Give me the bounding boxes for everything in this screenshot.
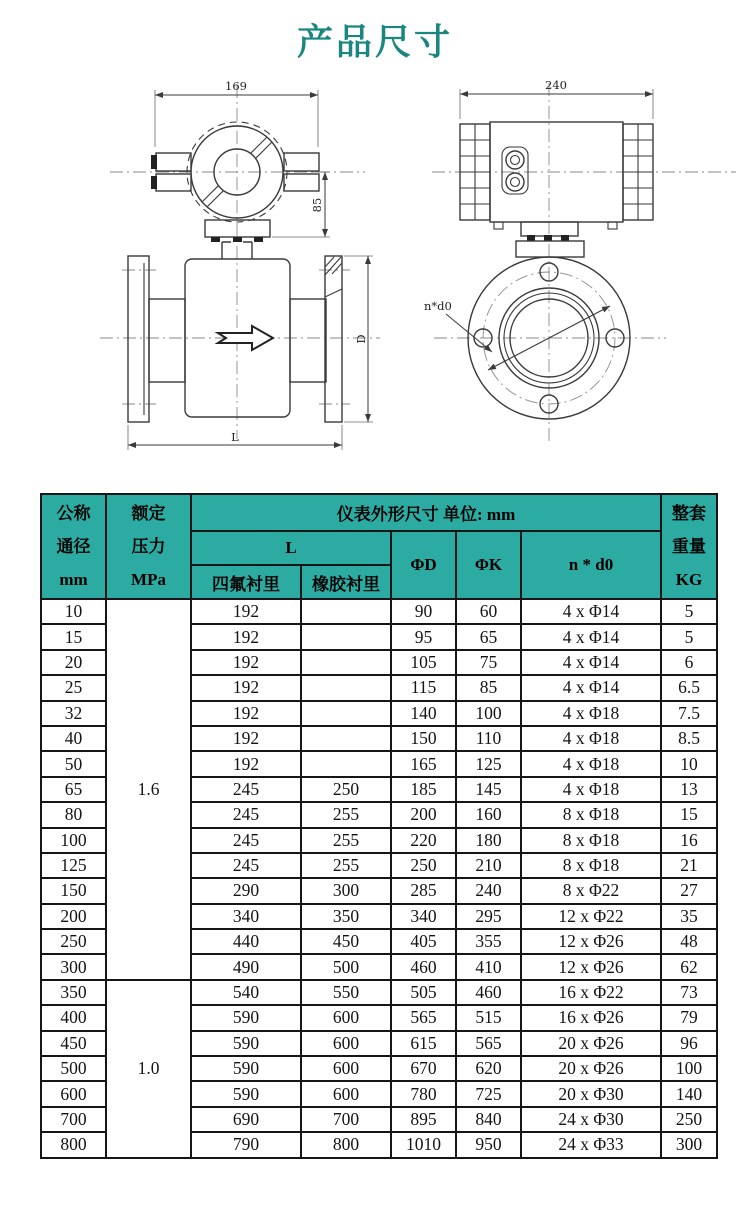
cell-l-ptfe: 192 xyxy=(191,675,301,700)
cell-nominal-diameter: 350 xyxy=(41,980,106,1005)
cell-phi-k: 60 xyxy=(456,599,521,624)
cell-l-rubber: 600 xyxy=(301,1031,391,1056)
cell-n-d0: 8 x Φ18 xyxy=(521,828,661,853)
header-phi-d: ΦD xyxy=(391,531,456,599)
cell-n-d0: 4 x Φ14 xyxy=(521,624,661,649)
cell-phi-d: 405 xyxy=(391,929,456,954)
cell-l-ptfe: 440 xyxy=(191,929,301,954)
cell-nominal-diameter: 450 xyxy=(41,1031,106,1056)
header-ptfe-lining: 四氟衬里 xyxy=(191,565,301,599)
cell-l-ptfe: 245 xyxy=(191,853,301,878)
cell-l-ptfe: 490 xyxy=(191,954,301,979)
cell-phi-d: 1010 xyxy=(391,1132,456,1157)
cell-weight: 6.5 xyxy=(661,675,717,700)
cell-n-d0: 20 x Φ26 xyxy=(521,1056,661,1081)
cell-weight: 73 xyxy=(661,980,717,1005)
cell-n-d0: 4 x Φ18 xyxy=(521,777,661,802)
header-phi-k: ΦK xyxy=(456,531,521,599)
cell-l-rubber xyxy=(301,726,391,751)
cell-nominal-diameter: 32 xyxy=(41,701,106,726)
cell-n-d0: 4 x Φ18 xyxy=(521,751,661,776)
dim-l-label: L xyxy=(231,430,239,444)
cell-l-ptfe: 790 xyxy=(191,1132,301,1157)
cell-n-d0: 20 x Φ30 xyxy=(521,1081,661,1106)
cell-phi-d: 460 xyxy=(391,954,456,979)
cell-l-ptfe: 540 xyxy=(191,980,301,1005)
dim-240-label: 240 xyxy=(545,78,567,92)
cell-l-rubber: 700 xyxy=(301,1107,391,1132)
cell-phi-k: 180 xyxy=(456,828,521,853)
header-line: 整套 xyxy=(672,504,707,523)
header-line: KG xyxy=(675,570,703,589)
cell-phi-k: 85 xyxy=(456,675,521,700)
cell-phi-k: 125 xyxy=(456,751,521,776)
cell-n-d0: 4 x Φ14 xyxy=(521,650,661,675)
cell-weight: 15 xyxy=(661,802,717,827)
cell-phi-d: 95 xyxy=(391,624,456,649)
cell-phi-k: 75 xyxy=(456,650,521,675)
header-nominal-diameter xyxy=(41,494,106,599)
cell-phi-k: 295 xyxy=(456,904,521,929)
cell-phi-k: 240 xyxy=(456,878,521,903)
cell-l-ptfe: 192 xyxy=(191,701,301,726)
cell-l-rubber: 250 xyxy=(301,777,391,802)
cell-phi-d: 670 xyxy=(391,1056,456,1081)
header-line: MPa xyxy=(131,570,166,589)
cell-phi-d: 505 xyxy=(391,980,456,1005)
cell-phi-k: 145 xyxy=(456,777,521,802)
cell-l-rubber: 550 xyxy=(301,980,391,1005)
cell-nominal-diameter: 500 xyxy=(41,1056,106,1081)
table-row xyxy=(41,980,717,1005)
cell-l-ptfe: 192 xyxy=(191,599,301,624)
cell-n-d0: 4 x Φ14 xyxy=(521,599,661,624)
cell-phi-d: 565 xyxy=(391,1005,456,1030)
cell-phi-k: 515 xyxy=(456,1005,521,1030)
cell-phi-k: 460 xyxy=(456,980,521,1005)
cell-nominal-diameter: 200 xyxy=(41,904,106,929)
cell-nominal-diameter: 150 xyxy=(41,878,106,903)
cell-l-rubber: 255 xyxy=(301,802,391,827)
product-drawings xyxy=(0,77,750,485)
cell-n-d0: 4 x Φ18 xyxy=(521,701,661,726)
cell-phi-d: 150 xyxy=(391,726,456,751)
cell-nominal-diameter: 40 xyxy=(41,726,106,751)
cell-weight: 8.5 xyxy=(661,726,717,751)
cell-weight: 5 xyxy=(661,599,717,624)
cell-l-rubber: 300 xyxy=(301,878,391,903)
cell-l-rubber xyxy=(301,624,391,649)
cell-l-ptfe: 590 xyxy=(191,1005,301,1030)
header-n-d0: n * d0 xyxy=(521,531,661,599)
cell-phi-d: 165 xyxy=(391,751,456,776)
table-row xyxy=(41,599,717,624)
cell-nominal-diameter: 25 xyxy=(41,675,106,700)
cell-rated-pressure: 1.0 xyxy=(106,980,191,1158)
cell-nominal-diameter: 125 xyxy=(41,853,106,878)
flowmeter-side-view-drawing xyxy=(80,77,420,485)
cell-weight: 27 xyxy=(661,878,717,903)
flowmeter-front-view-drawing xyxy=(418,77,750,485)
cell-phi-k: 620 xyxy=(456,1056,521,1081)
cell-l-rubber xyxy=(301,701,391,726)
cell-phi-d: 200 xyxy=(391,802,456,827)
cell-l-rubber xyxy=(301,650,391,675)
cell-n-d0: 16 x Φ26 xyxy=(521,1005,661,1030)
cell-l-ptfe: 192 xyxy=(191,650,301,675)
cell-l-ptfe: 590 xyxy=(191,1056,301,1081)
page-title: 产品尺寸 xyxy=(296,22,453,63)
cell-l-rubber: 600 xyxy=(301,1056,391,1081)
cell-phi-d: 90 xyxy=(391,599,456,624)
cell-nominal-diameter: 80 xyxy=(41,802,106,827)
header-line: 重量 xyxy=(672,537,707,556)
cell-nominal-diameter: 800 xyxy=(41,1132,106,1157)
cell-l-ptfe: 245 xyxy=(191,777,301,802)
cell-weight: 16 xyxy=(661,828,717,853)
cell-nominal-diameter: 15 xyxy=(41,624,106,649)
cell-l-rubber: 255 xyxy=(301,853,391,878)
cell-phi-k: 725 xyxy=(456,1081,521,1106)
cell-nominal-diameter: 600 xyxy=(41,1081,106,1106)
header-length: L xyxy=(191,531,391,565)
header-line: 通径 xyxy=(56,537,91,556)
cell-n-d0: 12 x Φ26 xyxy=(521,929,661,954)
cell-phi-d: 220 xyxy=(391,828,456,853)
cell-phi-k: 565 xyxy=(456,1031,521,1056)
cell-l-ptfe: 192 xyxy=(191,726,301,751)
cell-phi-k: 160 xyxy=(456,802,521,827)
cell-phi-k: 100 xyxy=(456,701,521,726)
cell-l-rubber: 500 xyxy=(301,954,391,979)
cell-phi-d: 780 xyxy=(391,1081,456,1106)
cell-weight: 48 xyxy=(661,929,717,954)
cell-weight: 250 xyxy=(661,1107,717,1132)
dim-d-label: D xyxy=(354,334,368,344)
cell-phi-d: 615 xyxy=(391,1031,456,1056)
header-line: mm xyxy=(59,570,88,589)
cell-n-d0: 20 x Φ26 xyxy=(521,1031,661,1056)
cell-nominal-diameter: 250 xyxy=(41,929,106,954)
cell-l-ptfe: 340 xyxy=(191,904,301,929)
cell-phi-k: 950 xyxy=(456,1132,521,1157)
cell-phi-d: 895 xyxy=(391,1107,456,1132)
cell-phi-d: 285 xyxy=(391,878,456,903)
cell-l-rubber: 450 xyxy=(301,929,391,954)
cell-phi-k: 65 xyxy=(456,624,521,649)
cell-nominal-diameter: 300 xyxy=(41,954,106,979)
cell-phi-k: 410 xyxy=(456,954,521,979)
spec-table-header xyxy=(41,494,717,599)
spec-table-body xyxy=(41,599,717,1158)
cell-n-d0: 8 x Φ18 xyxy=(521,802,661,827)
cell-n-d0: 8 x Φ22 xyxy=(521,878,661,903)
cell-rated-pressure: 1.6 xyxy=(106,599,191,980)
cell-l-ptfe: 245 xyxy=(191,828,301,853)
cell-weight: 13 xyxy=(661,777,717,802)
cell-weight: 62 xyxy=(661,954,717,979)
header-line: 公称 xyxy=(56,504,91,523)
cell-l-rubber: 600 xyxy=(301,1081,391,1106)
cell-l-rubber: 350 xyxy=(301,904,391,929)
cell-phi-d: 250 xyxy=(391,853,456,878)
cell-nominal-diameter: 20 xyxy=(41,650,106,675)
cell-l-rubber xyxy=(301,751,391,776)
cell-n-d0: 8 x Φ18 xyxy=(521,853,661,878)
cell-nominal-diameter: 100 xyxy=(41,828,106,853)
cell-weight: 96 xyxy=(661,1031,717,1056)
cell-n-d0: 12 x Φ22 xyxy=(521,904,661,929)
cell-l-ptfe: 192 xyxy=(191,751,301,776)
cell-n-d0: 16 x Φ22 xyxy=(521,980,661,1005)
cell-nominal-diameter: 10 xyxy=(41,599,106,624)
cell-phi-d: 115 xyxy=(391,675,456,700)
cell-nominal-diameter: 400 xyxy=(41,1005,106,1030)
cell-weight: 140 xyxy=(661,1081,717,1106)
cell-weight: 10 xyxy=(661,751,717,776)
cell-n-d0: 12 x Φ26 xyxy=(521,954,661,979)
cell-l-ptfe: 245 xyxy=(191,802,301,827)
cell-l-ptfe: 590 xyxy=(191,1081,301,1106)
cell-phi-d: 185 xyxy=(391,777,456,802)
cell-phi-k: 210 xyxy=(456,853,521,878)
cell-l-rubber: 800 xyxy=(301,1132,391,1157)
cell-phi-k: 840 xyxy=(456,1107,521,1132)
dim-169-label: 169 xyxy=(225,79,247,93)
cell-phi-d: 340 xyxy=(391,904,456,929)
cell-nominal-diameter: 50 xyxy=(41,751,106,776)
dim-85-label: 85 xyxy=(310,197,324,213)
cell-l-ptfe: 192 xyxy=(191,624,301,649)
cell-phi-d: 140 xyxy=(391,701,456,726)
cell-phi-k: 355 xyxy=(456,929,521,954)
cell-l-ptfe: 590 xyxy=(191,1031,301,1056)
header-rubber-lining: 橡胶衬里 xyxy=(301,565,391,599)
cell-l-rubber: 255 xyxy=(301,828,391,853)
cell-weight: 7.5 xyxy=(661,701,717,726)
cell-nominal-diameter: 700 xyxy=(41,1107,106,1132)
cell-n-d0: 4 x Φ18 xyxy=(521,726,661,751)
header-rated-pressure xyxy=(106,494,191,599)
header-outline-dimensions: 仪表外形尺寸 单位: mm xyxy=(191,494,661,531)
cell-l-rubber xyxy=(301,599,391,624)
cell-l-rubber: 600 xyxy=(301,1005,391,1030)
cell-phi-d: 105 xyxy=(391,650,456,675)
cell-phi-k: 110 xyxy=(456,726,521,751)
cell-l-rubber xyxy=(301,675,391,700)
cell-n-d0: 4 x Φ14 xyxy=(521,675,661,700)
header-line: 额定 xyxy=(131,504,166,523)
cell-l-ptfe: 290 xyxy=(191,878,301,903)
cell-weight: 100 xyxy=(661,1056,717,1081)
cell-weight: 6 xyxy=(661,650,717,675)
header-total-weight xyxy=(661,494,717,599)
cell-weight: 21 xyxy=(661,853,717,878)
cell-weight: 79 xyxy=(661,1005,717,1030)
cell-weight: 35 xyxy=(661,904,717,929)
dimension-spec-table xyxy=(40,493,718,1159)
cell-n-d0: 24 x Φ30 xyxy=(521,1107,661,1132)
cell-weight: 5 xyxy=(661,624,717,649)
cell-l-ptfe: 690 xyxy=(191,1107,301,1132)
bolt-holes-label: n*d0 xyxy=(424,299,452,313)
header-line: 压力 xyxy=(131,537,166,556)
cell-weight: 300 xyxy=(661,1132,717,1157)
cell-n-d0: 24 x Φ33 xyxy=(521,1132,661,1157)
cell-nominal-diameter: 65 xyxy=(41,777,106,802)
